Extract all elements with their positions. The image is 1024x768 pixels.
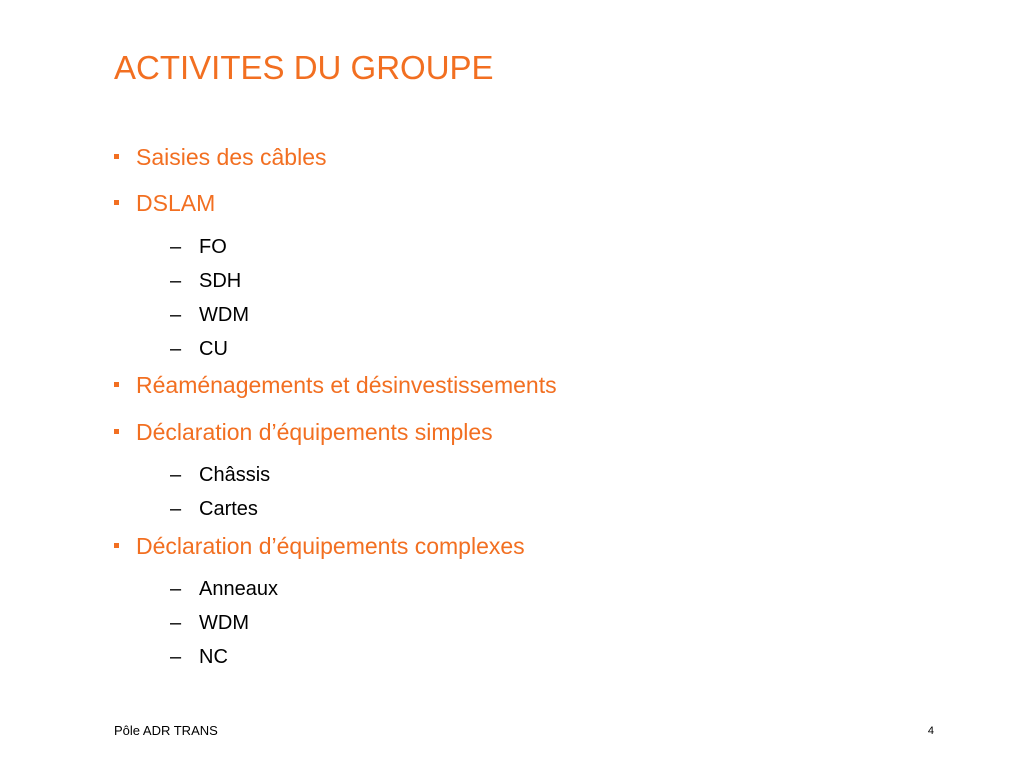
bullet-item-label: Saisies des câbles: [136, 144, 327, 170]
dash-bullet-icon: –: [170, 304, 182, 326]
sub-bullet-label: CU: [199, 338, 228, 360]
dash-bullet-icon: –: [170, 646, 182, 668]
square-bullet-icon: [114, 543, 119, 548]
square-bullet-icon: [114, 429, 119, 434]
sub-bullet-label: Châssis: [199, 464, 271, 486]
sub-bullet-label: Anneaux: [199, 578, 278, 600]
dash-bullet-icon: –: [170, 338, 182, 360]
sub-bullet-label: Cartes: [199, 498, 258, 520]
bullet-item-label: Réaménagements et désinvestissements: [136, 372, 557, 398]
sub-bullet-label: NC: [199, 646, 228, 668]
square-bullet-icon: [114, 382, 119, 387]
slide-title: ACTIVITES DU GROUPE: [114, 49, 494, 86]
bullet-item-label: DSLAM: [136, 190, 216, 216]
dash-bullet-icon: –: [170, 578, 182, 600]
bullet-item-label: Déclaration d’équipements simples: [136, 419, 493, 445]
dash-bullet-icon: –: [170, 236, 182, 258]
bullet-item-label: Déclaration d’équipements complexes: [136, 533, 525, 559]
footer-text: Pôle ADR TRANS: [114, 723, 218, 738]
dash-bullet-icon: –: [170, 612, 182, 634]
sub-bullet-label: WDM: [199, 304, 249, 326]
dash-bullet-icon: –: [170, 270, 182, 292]
page-number: 4: [927, 725, 934, 737]
square-bullet-icon: [114, 200, 119, 205]
sub-bullet-label: SDH: [199, 270, 242, 292]
sub-bullet-label: WDM: [199, 612, 249, 634]
sub-bullet-label: FO: [199, 236, 227, 258]
dash-bullet-icon: –: [170, 464, 182, 486]
dash-bullet-icon: –: [170, 498, 182, 520]
square-bullet-icon: [114, 154, 119, 159]
